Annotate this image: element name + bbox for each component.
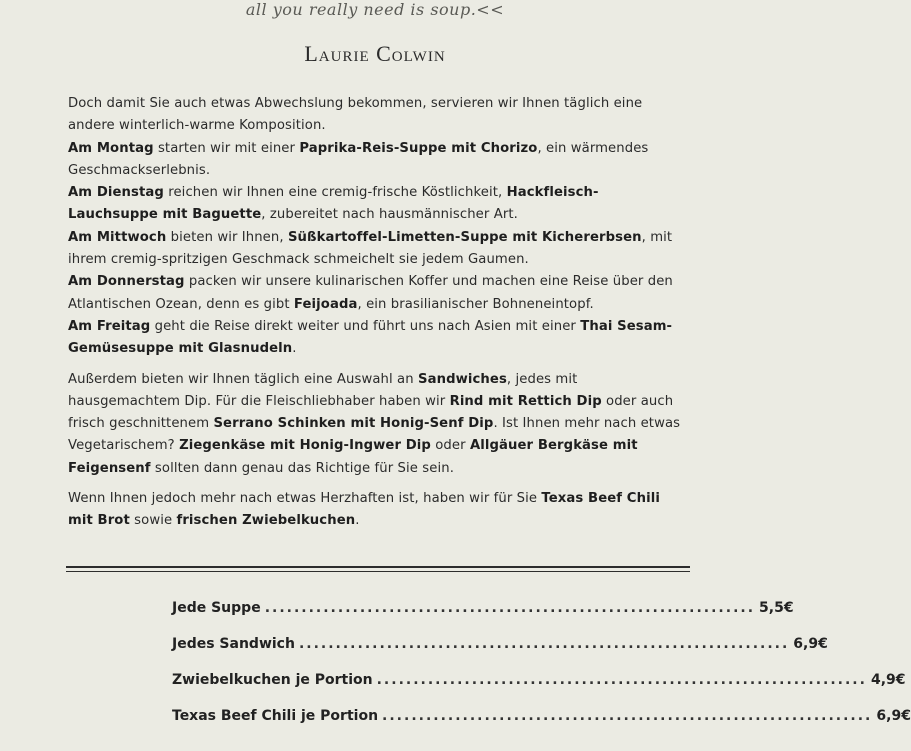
day-line-wednesday: Am Mittwoch bieten wir Ihnen, Süßkartoffel-Limetten-Suppe mit Kichererbsen, mit ihrem cremig-spritzigen Geschmack schmeichelt sie jedem Gaumen. bbox=[68, 229, 673, 268]
hearty-paragraph: Wenn Ihnen jedoch mehr nach etwas Herzhaften ist, haben wir für Sie Texas Beef Chili mit Brot sowie frischen Zwiebelkuchen. bbox=[68, 491, 660, 529]
dish-name: Süßkartoffel-Limetten-Suppe mit Kichererbsen bbox=[287, 229, 642, 245]
price-row bbox=[172, 636, 828, 672]
dot-leader: ................................................................... bbox=[264, 600, 756, 616]
intro-paragraph bbox=[68, 93, 688, 361]
price-row bbox=[172, 600, 794, 636]
day-label: Am Montag bbox=[68, 140, 154, 156]
divider-thin bbox=[66, 571, 690, 572]
day-line-tuesday: Am Dienstag reichen wir Ihnen eine cremig-frische Köstlichkeit, Hackfleisch-Lauchsuppe mit Baguette, zubereitet nach hausmännischer Art. bbox=[68, 185, 599, 223]
day-label: Am Freitag bbox=[68, 318, 151, 334]
dish-name: Thai Sesam-Gemüsesuppe mit Glasnudeln bbox=[68, 318, 673, 357]
highlight: Sandwiches bbox=[417, 371, 507, 387]
highlight: Texas Beef Chili mit Brot bbox=[68, 491, 660, 529]
day-label: Am Mittwoch bbox=[68, 229, 167, 245]
highlight: Ziegenkäse mit Honig-Ingwer Dip bbox=[179, 438, 431, 454]
dot-leader: ................................................................... bbox=[376, 672, 867, 688]
highlight: Serrano Schinken mit Honig-Senf Dip bbox=[213, 416, 494, 432]
day-line-thursday: Am Donnerstag packen wir unsere kulinarischen Koffer und machen eine Reise über den Atlantischen Ozean, denn es gibt Feijoada, ein brasilianischer Bohneneintopf. bbox=[68, 274, 673, 312]
dish-name: Paprika-Reis-Suppe mit Chorizo bbox=[299, 140, 538, 156]
day-label: Am Dienstag bbox=[68, 185, 164, 201]
day-line-monday: Am Montag starten wir mit einer Paprika-Reis-Suppe mit Chorizo, ein wärmendes Geschmackserlebnis. bbox=[68, 140, 649, 178]
price-list bbox=[172, 600, 911, 744]
price-amount: 6,9€ bbox=[793, 636, 828, 652]
dot-leader: ................................................................... bbox=[298, 636, 790, 652]
price-amount: 4,9€ bbox=[870, 672, 906, 688]
highlight: Allgäuer Bergkäse mit Feigensenf bbox=[68, 438, 638, 476]
header-quote: all you really need is soup.<< bbox=[245, 0, 505, 19]
price-amount: 5,5€ bbox=[759, 600, 794, 616]
dot-leader: ................................................................... bbox=[382, 708, 873, 724]
intro-text: Doch damit Sie auch etwas Abwechslung bekommen, servieren wir Ihnen täglich eine andere winterlich-warme Komposition. bbox=[68, 96, 643, 134]
highlight: frischen Zwiebelkuchen bbox=[176, 513, 356, 529]
day-line-friday: Am Freitag geht die Reise direkt weiter und führt uns nach Asien mit einer Thai Sesam-Gemüsesuppe mit Glasnudeln. bbox=[68, 318, 673, 357]
dish-name: Feijoada bbox=[293, 296, 358, 312]
divider-thick bbox=[66, 566, 690, 568]
price-row bbox=[172, 672, 906, 708]
highlight: Rind mit Rettich Dip bbox=[449, 393, 602, 409]
extras-paragraph: Außerdem bieten wir Ihnen täglich eine Auswahl an Sandwiches, jedes mit hausgemachtem Dip. Für die Fleischliebhaber haben wir Rind mit Rettich Dip oder auch frisch geschnittenem Serrano Schinken mit Honig-Senf Dip. Ist Ihnen mehr nach etwas Vegetarischem? Ziegenkäse mit Honig-Ingwer Dip oder Allgäuer Bergkäse mit Feigensenf sollten dann genau das Richtige für Sie sein. bbox=[68, 371, 681, 476]
price-item-name: Jede Suppe bbox=[172, 600, 261, 616]
price-item-name: Zwiebelkuchen je Portion bbox=[172, 672, 373, 688]
day-label: Am Donnerstag bbox=[68, 274, 185, 290]
price-item-name: Jedes Sandwich bbox=[172, 636, 295, 652]
menu-description bbox=[68, 93, 688, 541]
dish-name: Hackfleisch-Lauchsuppe mit Baguette bbox=[68, 185, 599, 223]
price-row bbox=[172, 708, 911, 744]
price-amount: 6,9€ bbox=[876, 708, 911, 724]
price-item-name: Texas Beef Chili je Portion bbox=[172, 708, 379, 724]
quote-author: Laurie Colwin bbox=[304, 41, 446, 66]
